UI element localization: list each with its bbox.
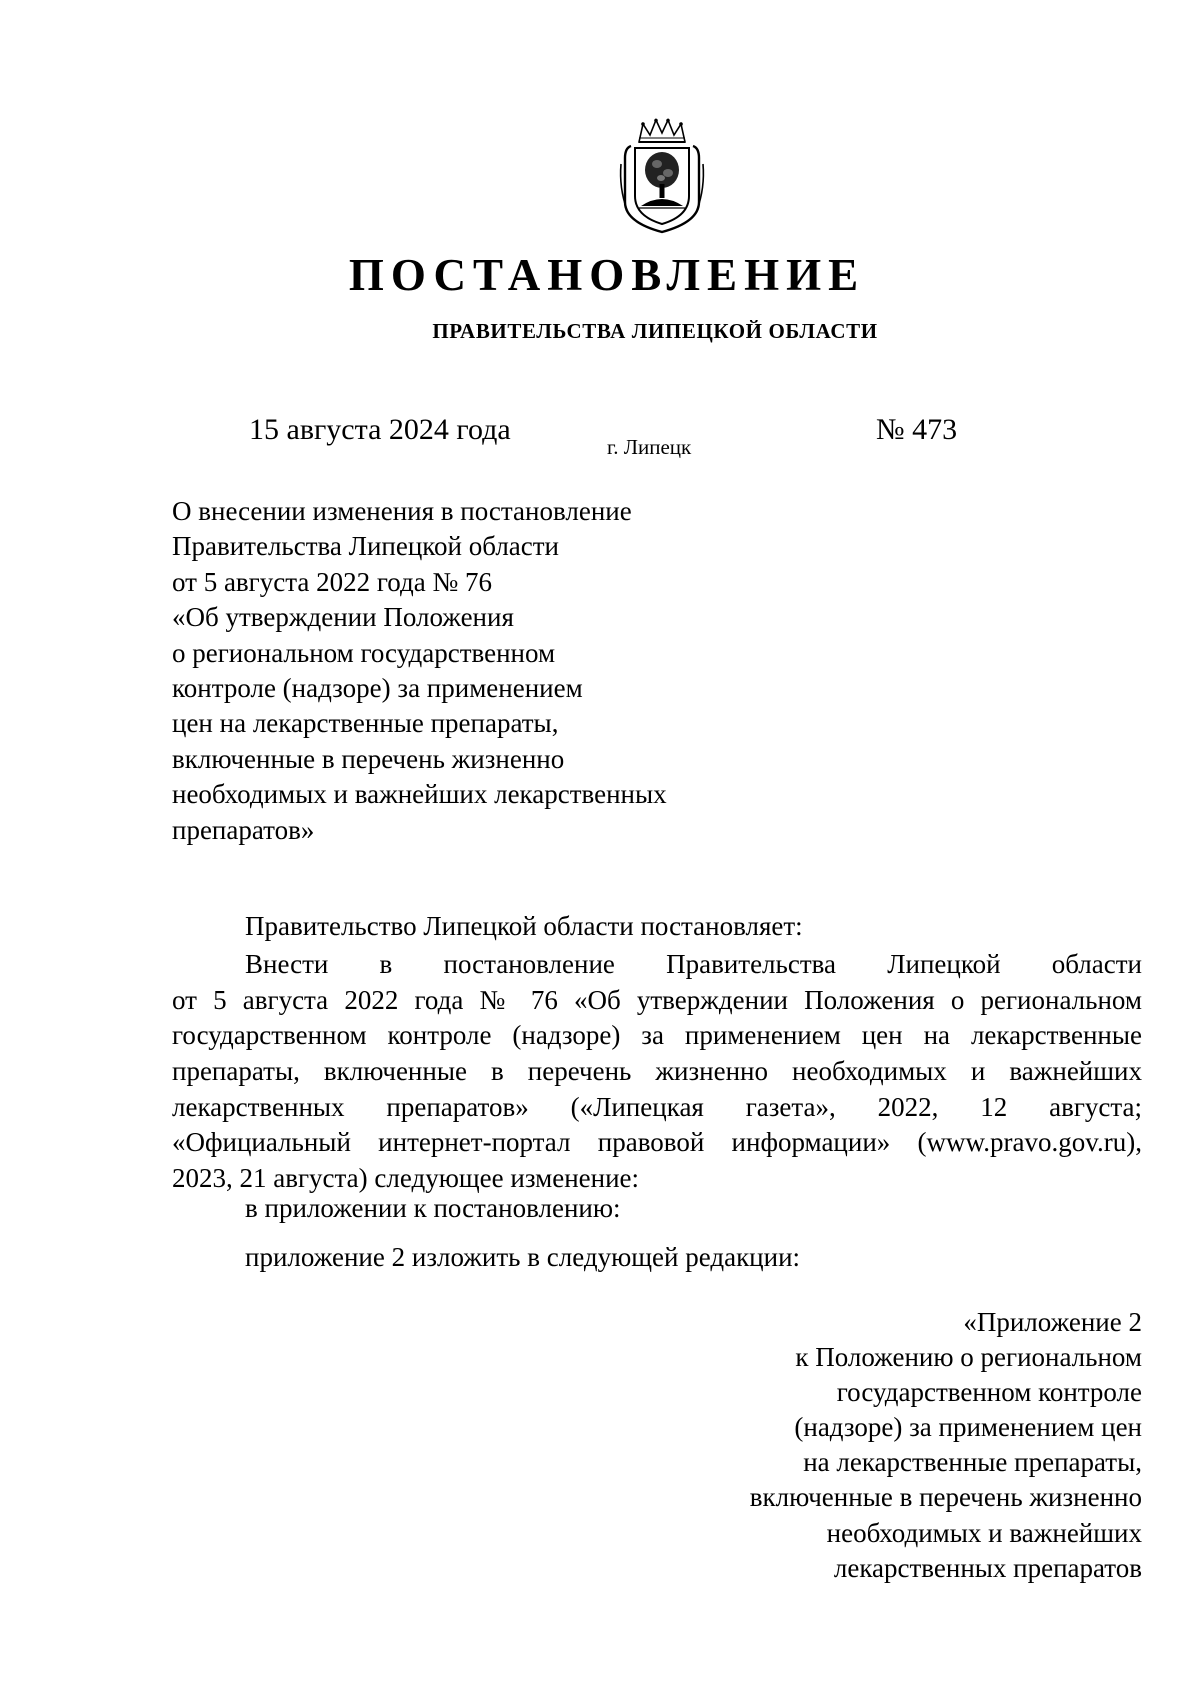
- paragraph-line: от 5 августа 2022 года № 76 «Об утверждении Положения о региональном: [172, 984, 1142, 1015]
- appendix-line: государственном контроле: [836, 1377, 1142, 1408]
- paragraph-line: государственном контроле (надзоре) за применением цен на лекарственные: [172, 1020, 1142, 1051]
- subject-line: «Об утверждении Положения: [172, 602, 514, 633]
- document-number: № 473: [876, 413, 958, 446]
- appendix-line: включенные в перечень жизненно: [749, 1482, 1142, 1513]
- subject-line: Правительства Липецкой области: [172, 531, 560, 562]
- appendix-heading: [622, 1305, 1142, 1586]
- appendix-line: необходимых и важнейших: [826, 1517, 1142, 1548]
- amendment-item: приложение 2 изложить в следующей редакции:: [245, 1242, 801, 1272]
- subject-line: необходимых и важнейших лекарственных: [172, 779, 667, 810]
- document-subtitle: ПРАВИТЕЛЬСТВА ЛИПЕЦКОЙ ОБЛАСТИ: [432, 319, 878, 343]
- paragraph-line: лекарственных препаратов» («Липецкая газета», 2022, 12 августа;: [172, 1091, 1142, 1122]
- subject-line: цен на лекарственные препараты,: [172, 708, 559, 739]
- appendix-line: (надзоре) за применением цен: [794, 1412, 1142, 1443]
- amendment-item: в приложении к постановлению:: [245, 1193, 621, 1223]
- preamble-text: Правительство Липецкой области постановляет:: [245, 911, 803, 941]
- document-title: ПОСТАНОВЛЕНИЕ: [348, 250, 866, 300]
- paragraph-line: 2023, 21 августа) следующее изменение:: [172, 1163, 640, 1194]
- subject-line: препаратов»: [172, 814, 315, 845]
- subject-line: от 5 августа 2022 года № 76: [172, 566, 492, 597]
- document-city: г. Липецк: [607, 435, 692, 459]
- paragraph-line: препараты, включенные в перечень жизненно необходимых и важнейших: [172, 1056, 1142, 1087]
- document-subject: [172, 494, 792, 848]
- subject-line: О внесении изменения в постановление: [172, 496, 632, 526]
- subject-line: контроле (надзоре) за применением: [172, 673, 583, 704]
- appendix-line: «Приложение 2: [963, 1307, 1142, 1337]
- subject-line: о региональном государственном: [172, 637, 556, 668]
- lipetsk-coat-of-arms-icon: [617, 118, 707, 234]
- paragraph-line: «Официальный интернет-портал правовой информации» (www.pravo.gov.ru),: [172, 1127, 1142, 1158]
- body-paragraph: [172, 947, 1142, 1197]
- appendix-line: к Положению о региональном: [795, 1342, 1142, 1373]
- appendix-line: на лекарственные препараты,: [803, 1447, 1142, 1478]
- paragraph-line: Внести в постановление Правительства Липецкой области: [245, 949, 1142, 979]
- appendix-line: лекарственных препаратов: [833, 1552, 1142, 1583]
- document-date: 15 августа 2024 года: [249, 413, 511, 446]
- subject-line: включенные в перечень жизненно: [172, 743, 565, 774]
